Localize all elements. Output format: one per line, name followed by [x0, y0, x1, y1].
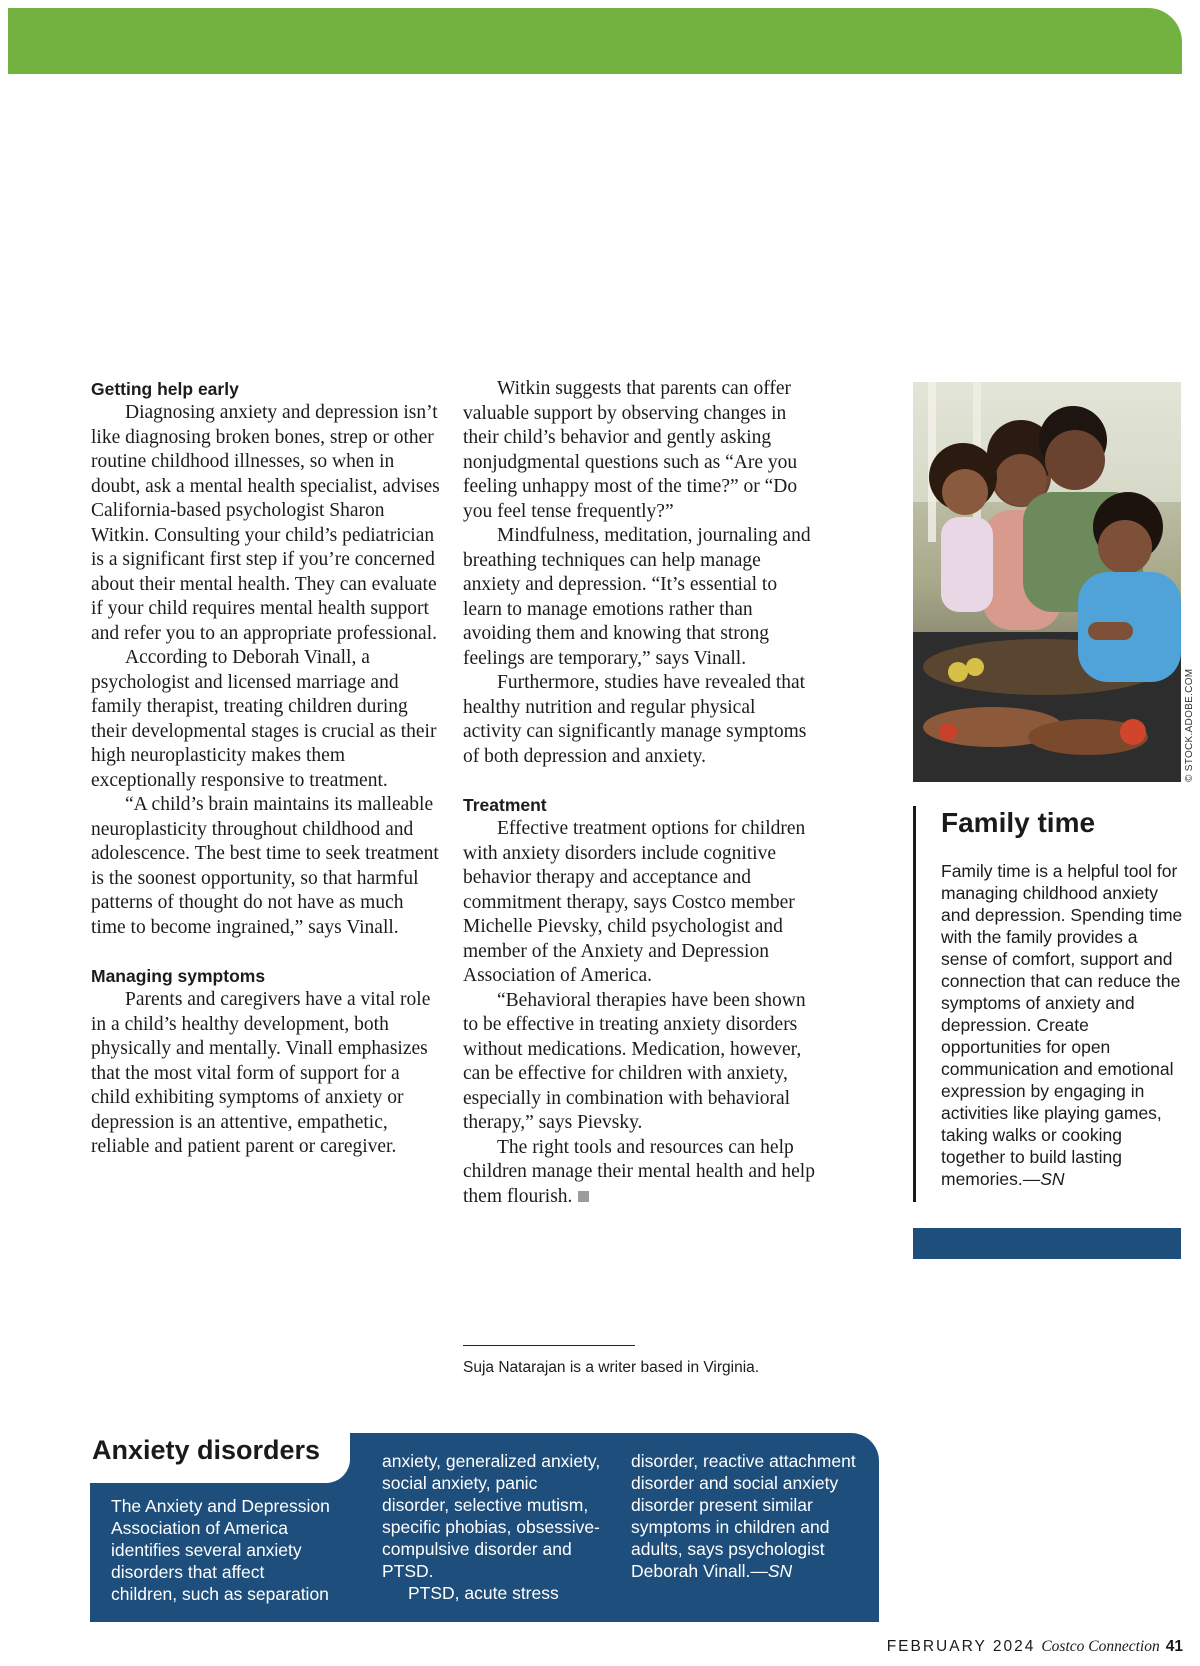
box-text-col3: disorder, reactive attachment disorder and social anxiety disorder present similar symptoms in children and adults, says psychologist Deborah Vinall. — [631, 1451, 856, 1581]
sidebar-signature: —SN — [1022, 1169, 1065, 1189]
paragraph: Parents and caregivers have a vital role in a child’s healthy development, both physically and mentally. Vinall emphasizes that the most vital form of support for a child exhibiting symptoms of anxiety or depression is an attentive, empathetic, reliable and patient parent or caregiver. — [91, 989, 431, 1157]
sidebar-navy-bar — [913, 1228, 1181, 1259]
page-footer — [887, 1638, 1183, 1656]
paragraph: Diagnosing anxiety and depression isn’t like diagnosing broken bones, strep or other routine childhood illnesses, so when in doubt, ask a mental health specialist, advises California-based psychologist Sharon Witkin. Consulting your child’s pediatrician is a significant first step if you’re concerned about their mental health. They can evaluate if your child requires mental health support and refer you to an appropriate professional. — [91, 402, 440, 644]
paragraph-final — [463, 1136, 818, 1210]
section-heading-treatment: Treatment — [463, 795, 547, 815]
family-photo — [913, 382, 1181, 782]
footer-date: FEBRUARY 2024 — [886, 1638, 1036, 1655]
header-color-bar — [8, 8, 1182, 74]
sidebar-title: Family time — [941, 807, 1096, 838]
box-text: anxiety, generalized anxiety, social anxiety, panic disorder, selective mutism, specific phobias, obsessive-compulsive disorder and PTSD. — [382, 1451, 601, 1581]
article-column-1 — [91, 377, 441, 1160]
section-heading-getting-help: Getting help early — [91, 379, 239, 399]
article-column-2 — [463, 377, 818, 1209]
paragraph: Effective treatment options for children with anxiety disorders include cognitive behavior therapy and acceptance and commitment therapy, says Costco member Michelle Pievsky, child psychologist and member of the Anxiety and Depression Association of America. — [463, 818, 806, 986]
box-text: PTSD, acute stress — [408, 1583, 559, 1603]
box-column-3 — [631, 1450, 856, 1582]
sidebar-body-text: Family time is a helpful tool for managing childhood anxiety and depression. Spending time with the family provides a sense of comfort, support and connection that can reduce the symptoms of anxiety and depression. Create opportunities for open communication and emotional expression by engaging in activities like playing games, taking walks or cooking together to build lasting memories. — [941, 861, 1183, 1189]
paragraph: Furthermore, studies have revealed that healthy nutrition and regular physical activity can significantly manage symptoms of both depression and anxiety. — [463, 672, 807, 767]
sidebar-family-time — [913, 806, 1186, 1202]
byline: Suja Natarajan is a writer based in Virginia. — [463, 1359, 760, 1376]
box-signature: —SN — [750, 1561, 793, 1581]
box-text: The Anxiety and Depression Association of America identifies several anxiety disorders that affect children, such as separation — [111, 1496, 330, 1604]
end-mark-icon — [578, 1191, 589, 1202]
paragraph-text: The right tools and resources can help children manage their mental health and help them flourish. — [463, 1136, 815, 1207]
paragraph: “A child’s brain maintains its malleable neuroplasticity throughout childhood and adolescence. The best time to seek treatment is the soonest opportunity, so that harmful patterns of thought do not have as much time to become ingrained,” says Vinall. — [91, 794, 439, 938]
section-heading-managing-symptoms: Managing symptoms — [91, 966, 266, 986]
paragraph: “Behavioral therapies have been shown to be effective in treating anxiety disorders without medications. Medication, however, can be effective for children with anxiety, especially in combination with behavioral therapy,” says Pievsky. — [463, 989, 806, 1133]
sidebar-body — [916, 860, 1186, 1190]
footer-magazine: Costco Connection — [1041, 1638, 1160, 1655]
paragraph: Mindfulness, meditation, journaling and breathing techniques can help manage anxiety and depression. “It’s essential to learn to manage emotions rather than avoiding them and knowing that strong feelings are temporary,” says Vinall. — [463, 525, 811, 669]
box-column-1 — [111, 1495, 333, 1605]
box-text — [631, 1450, 856, 1582]
family-grilling-photo-icon — [913, 382, 1181, 782]
footer-page-number: 41 — [1165, 1638, 1183, 1655]
photo-credit: © STOCK.ADOBE.COM — [1184, 668, 1195, 782]
box-title: Anxiety disorders — [92, 1435, 321, 1465]
paragraph: Witkin suggests that parents can offer valuable support by observing changes in their child’s behavior and gently asking nonjudgmental questions such as “Are you feeling unhappy most of the time?” or “Do you feel tense frequently?” — [463, 378, 798, 522]
box-column-2 — [382, 1450, 607, 1604]
paragraph: According to Deborah Vinall, a psychologist and licensed marriage and family therapist, treating children during their developmental stages is crucial as their high neuroplasticity makes them exceptionally responsive to treatment. — [91, 647, 437, 791]
byline-rule — [463, 1345, 635, 1346]
